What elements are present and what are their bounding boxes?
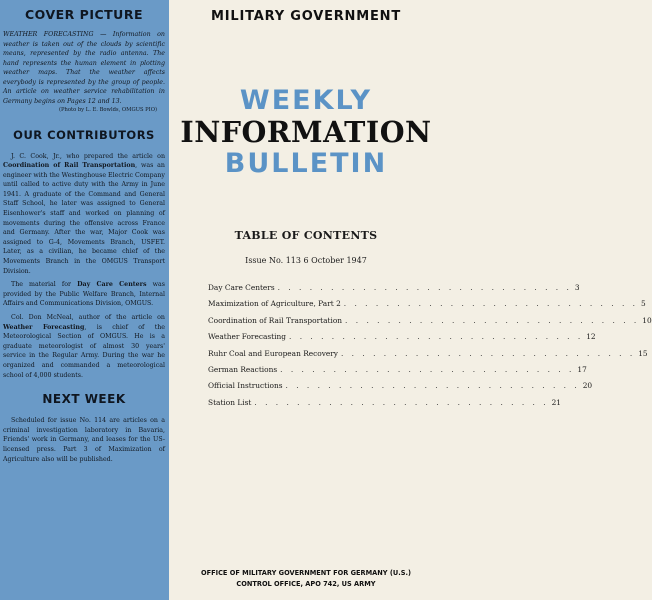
toc-entry-title: German Reactions <box>208 364 278 374</box>
next-week-heading: NEXT WEEK <box>42 392 126 407</box>
publisher-header: MILITARY GOVERNMENT <box>210 9 402 24</box>
toc-leader: . . . . . . . . . . . . . . . . . . . . . . . . . . . . <box>343 299 638 309</box>
contributor-paragraph-mcneal <box>3 313 165 380</box>
contributor-text: was provided by the Public Welfare Branch, Internal Affairs and Communications Division, OMGUS. <box>3 281 165 308</box>
cover-caption-text: WEATHER FORECASTING — Information on weather is taken out of the clouds by scientific means, represented by the radio antenna. The hand represents the human element in plotting weather maps. That the weather affects everybody is represented by the group of people. An article on weather service rehabilitation in Germany begins on Pages 12 and 13. <box>3 31 165 105</box>
toc-entry <box>208 283 580 299</box>
toc-entry-title: Maximization of Agriculture, Part 2 <box>208 299 341 309</box>
footer-apo-line: CONTROL OFFICE, APO 742, US ARMY <box>236 580 376 588</box>
contributor-text: The material for <box>11 281 78 289</box>
toc-entry-title: Station List <box>208 397 252 407</box>
contributor-text: , is chief of the Meteorological Section of OMGUS. He is a graduate meteorologist of almost 30 years' service in the Regular Army. During the war he organized and commanded a meteorological school of 4,000 students. <box>3 323 166 379</box>
toc-leader: . . . . . . . . . . . . . . . . . . . . . . . . . . . . <box>289 332 584 342</box>
article-title-weather: Weather Forecasting <box>3 323 85 331</box>
cover-picture-heading: COVER PICTURE <box>25 7 143 22</box>
toc-entry <box>208 315 652 332</box>
toc-leader: . . . . . . . . . . . . . . . . . . . . . . . . . . . . <box>280 364 575 374</box>
toc-entry-page: 21 <box>551 397 561 407</box>
toc-leader: . . . . . . . . . . . . . . . . . . . . . . . . . . . . <box>254 397 549 407</box>
contributor-text: Col. Don McNeal, author of the article on <box>11 314 165 321</box>
contributor-text: , was an engineer with the Westinghouse Electric Company until called to active duty with the Army in June 1941. A graduate of the Command and General Staff School, he later was assigned to General Eisenhower's staff and worked on planning of movements during the offensive across France and Germany. After the war, Major Cook was assigned to G-4, Movements Branch, USFET. Later, as a civilian, he became chief of the Movements Branch in the OMGUS Transport Division. <box>3 162 165 275</box>
contributors-heading: OUR CONTRIBUTORS <box>13 127 155 142</box>
contributor-paragraph-cook <box>3 152 165 277</box>
toc-entry-title: Official Instructions <box>208 381 283 391</box>
toc-entry-page: 3 <box>574 283 580 292</box>
toc-entry-title: Day Care Centers <box>208 283 275 292</box>
toc-entry-page: 17 <box>577 364 587 374</box>
toc-entry-title: Ruhr Coal and European Recovery <box>208 348 338 358</box>
toc-entry <box>208 397 561 414</box>
toc-entry-page: 5 <box>641 299 646 309</box>
masthead-weekly: WEEKLY <box>239 85 373 116</box>
masthead-bulletin: BULLETIN <box>224 148 388 179</box>
photo-credit: (Photo by L. E. Bowlds, OMGUS PIO) <box>59 107 157 113</box>
toc-entry-page: 10 <box>642 315 652 325</box>
toc-leader: . . . . . . . . . . . . . . . . . . . . . . . . . . . . <box>277 283 572 292</box>
contributor-text: J. C. Cook, Jr., who prepared the article on <box>11 152 165 160</box>
toc-entry-page: 20 <box>582 381 593 391</box>
toc-leader: . . . . . . . . . . . . . . . . . . . . . . . . . . . . <box>340 348 636 358</box>
contributor-paragraph-daycare <box>3 280 165 309</box>
toc-leader: . . . . . . . . . . . . . . . . . . . . . . . . . . . . <box>285 381 580 391</box>
toc-entry <box>208 381 593 397</box>
sidebar-column <box>0 0 169 600</box>
toc-entry-page: 15 <box>638 348 648 358</box>
issue-line: Issue No. 113 6 October 1947 <box>245 256 367 265</box>
masthead-information: INFORMATION <box>180 115 432 149</box>
article-title-daycare: Day Care Centers <box>77 281 147 289</box>
toc-entry-title: Weather Forecasting <box>208 332 287 342</box>
next-week-text: Scheduled for issue No. 114 are articles on a criminal investigation laboratory in Bavaria, Friends' work in Germany, and leases for the US-licensed press. Part 3 of Maximization of Agriculture also will be published. <box>3 417 165 463</box>
toc-entry-page: 12 <box>586 332 596 342</box>
toc-entry-title: Coordination of Rail Transportation <box>208 315 343 325</box>
cover-main-column <box>169 0 652 600</box>
article-title-rail: Coordination of Rail Transportation <box>3 162 136 170</box>
toc-entry <box>208 364 587 381</box>
toc-heading: TABLE OF CONTENTS <box>234 229 378 242</box>
toc-leader: . . . . . . . . . . . . . . . . . . . . . . . . . . . . <box>345 315 640 325</box>
toc-entry <box>208 348 648 365</box>
footer-office-line: OFFICE OF MILITARY GOVERNMENT FOR GERMANY (U.S.) <box>201 569 411 577</box>
toc-entry <box>208 332 596 348</box>
publisher-footer <box>169 568 443 590</box>
toc-entry <box>208 299 646 315</box>
cover-picture-caption <box>3 30 165 116</box>
table-of-contents <box>208 283 652 414</box>
